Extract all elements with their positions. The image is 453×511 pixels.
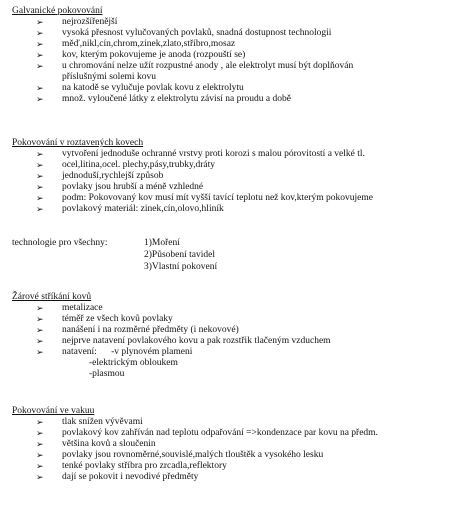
list-item: ➢ kov, kterým pokovujeme je anoda (rozpouští se) xyxy=(36,50,246,60)
list-item: ➢ jednoduší,rychlejší způsob xyxy=(36,171,164,181)
arrow-bullet-icon: ➢ xyxy=(36,50,44,60)
technology-step: 2)Působení tavidel xyxy=(144,250,215,260)
arrow-bullet-icon: ➢ xyxy=(36,450,44,460)
list-item: ➢ nejrozšířenější xyxy=(36,17,118,27)
bullet-list-molten xyxy=(12,149,449,215)
bullet-list-spraying xyxy=(12,303,449,358)
list-item: ➢ dají se pokovit i nevodivé předměty xyxy=(36,472,199,482)
list-item: ➢ vytvoření jednoduše ochranné vrstvy proti korozi s malou pórovitostí a velké tl. xyxy=(36,149,365,159)
arrow-bullet-icon: ➢ xyxy=(36,461,44,471)
list-item: ➢ množ. vyloučené látky z elektrolytu závisí na proudu a době xyxy=(36,94,291,104)
arrow-bullet-icon: ➢ xyxy=(36,160,44,170)
sub-item: -plasmou xyxy=(89,369,125,379)
bullet-list-vacuum xyxy=(12,417,449,483)
technology-label: technologie pro všechny: xyxy=(12,238,108,248)
list-item: ➢ nejprve natavení povlakového kovu a pak rozstřik tlačeným vzduchem xyxy=(36,336,331,346)
technology-step: 3)Vlastní pokovení xyxy=(144,262,218,272)
section-heading-spraying: Žárové stříkání kovů xyxy=(12,292,92,302)
arrow-bullet-icon: ➢ xyxy=(36,439,44,449)
arrow-bullet-icon: ➢ xyxy=(36,39,44,49)
arrow-bullet-icon: ➢ xyxy=(36,303,44,313)
section-heading-galvanic: Galvanické pokovování xyxy=(12,6,103,16)
list-item: ➢ nanášení i na rozměrné předměty (i nekovové) xyxy=(36,325,239,335)
list-item: ➢ u chromování nelze užít rozpustné anody , ale elektrolyt musí být doplňován příslušnými solemi kovu xyxy=(36,61,354,82)
list-item: ➢ téměř ze všech kovů povlaky xyxy=(36,314,173,324)
arrow-bullet-icon: ➢ xyxy=(36,28,44,38)
technology-row xyxy=(12,261,449,273)
section-galvanic xyxy=(12,5,449,105)
list-item: ➢ měď,nikl,cín,chrom,zinek,zlato,stříbro,mosaz xyxy=(36,39,236,49)
arrow-bullet-icon: ➢ xyxy=(36,17,44,27)
technology-row xyxy=(12,237,449,249)
section-molten xyxy=(12,137,449,215)
arrow-bullet-icon: ➢ xyxy=(36,325,44,335)
list-item: ➢ natavení: -v plynovém plameni xyxy=(36,347,193,357)
arrow-bullet-icon: ➢ xyxy=(36,204,44,214)
arrow-bullet-icon: ➢ xyxy=(36,428,44,438)
arrow-bullet-icon: ➢ xyxy=(36,193,44,203)
arrow-bullet-icon: ➢ xyxy=(36,336,44,346)
section-spraying xyxy=(12,291,449,380)
arrow-bullet-icon: ➢ xyxy=(36,182,44,192)
section-heading-vacuum: Pokovování ve vakuu xyxy=(12,406,95,416)
arrow-bullet-icon: ➢ xyxy=(36,417,44,427)
section-heading-molten: Pokovování v roztavených kovech xyxy=(12,138,144,148)
list-item: ➢ povlaky jsou hrubší a méně vzhledné xyxy=(36,182,204,192)
list-item: ➢ tlak snížen vývěvami xyxy=(36,417,143,427)
list-item: ➢ na katodě se vylučuje povlak kovu z elektrolytu xyxy=(36,83,244,93)
technology-step: 1)Moření xyxy=(144,238,180,248)
section-technology xyxy=(12,237,449,273)
list-item: ➢ metalizace xyxy=(36,303,103,313)
section-vacuum xyxy=(12,405,449,483)
arrow-bullet-icon: ➢ xyxy=(36,61,44,71)
arrow-bullet-icon: ➢ xyxy=(36,314,44,324)
arrow-bullet-icon: ➢ xyxy=(36,94,44,104)
arrow-bullet-icon: ➢ xyxy=(36,347,44,357)
technology-row xyxy=(12,249,449,261)
bullet-list-galvanic xyxy=(12,17,449,105)
list-item: ➢ vysoká přesnost vylučovaných povlaků, snadná dostupnost technologii xyxy=(36,28,332,38)
list-item: ➢ většina kovů a sloučenin xyxy=(36,439,156,449)
arrow-bullet-icon: ➢ xyxy=(36,149,44,159)
list-item: ➢ podm: Pokovovaný kov musí mít vyšší tavící teplotu než kov,kterým pokovujeme xyxy=(36,193,374,203)
arrow-bullet-icon: ➢ xyxy=(36,171,44,181)
list-item: ➢ povlakový kov zahříván nad teplotu odpařování =>kondenzace par kovu na předm. xyxy=(36,428,378,438)
arrow-bullet-icon: ➢ xyxy=(36,83,44,93)
list-item: ➢ ocel,litina,ocel. plechy,pásy,trubky,dráty xyxy=(36,160,216,170)
arrow-bullet-icon: ➢ xyxy=(36,472,44,482)
list-item: ➢ povlaky jsou rovnoměrné,souvislé,malých tlouštěk a vysokého lesku xyxy=(36,450,324,460)
sub-item: -elektrickým obloukem xyxy=(89,358,178,368)
list-item: ➢ tenké povlaky stříbra pro zrcadla,reflektory xyxy=(36,461,227,471)
list-item: ➢ povlakový materiál: zinek,cín,olovo,hliník xyxy=(36,204,224,214)
